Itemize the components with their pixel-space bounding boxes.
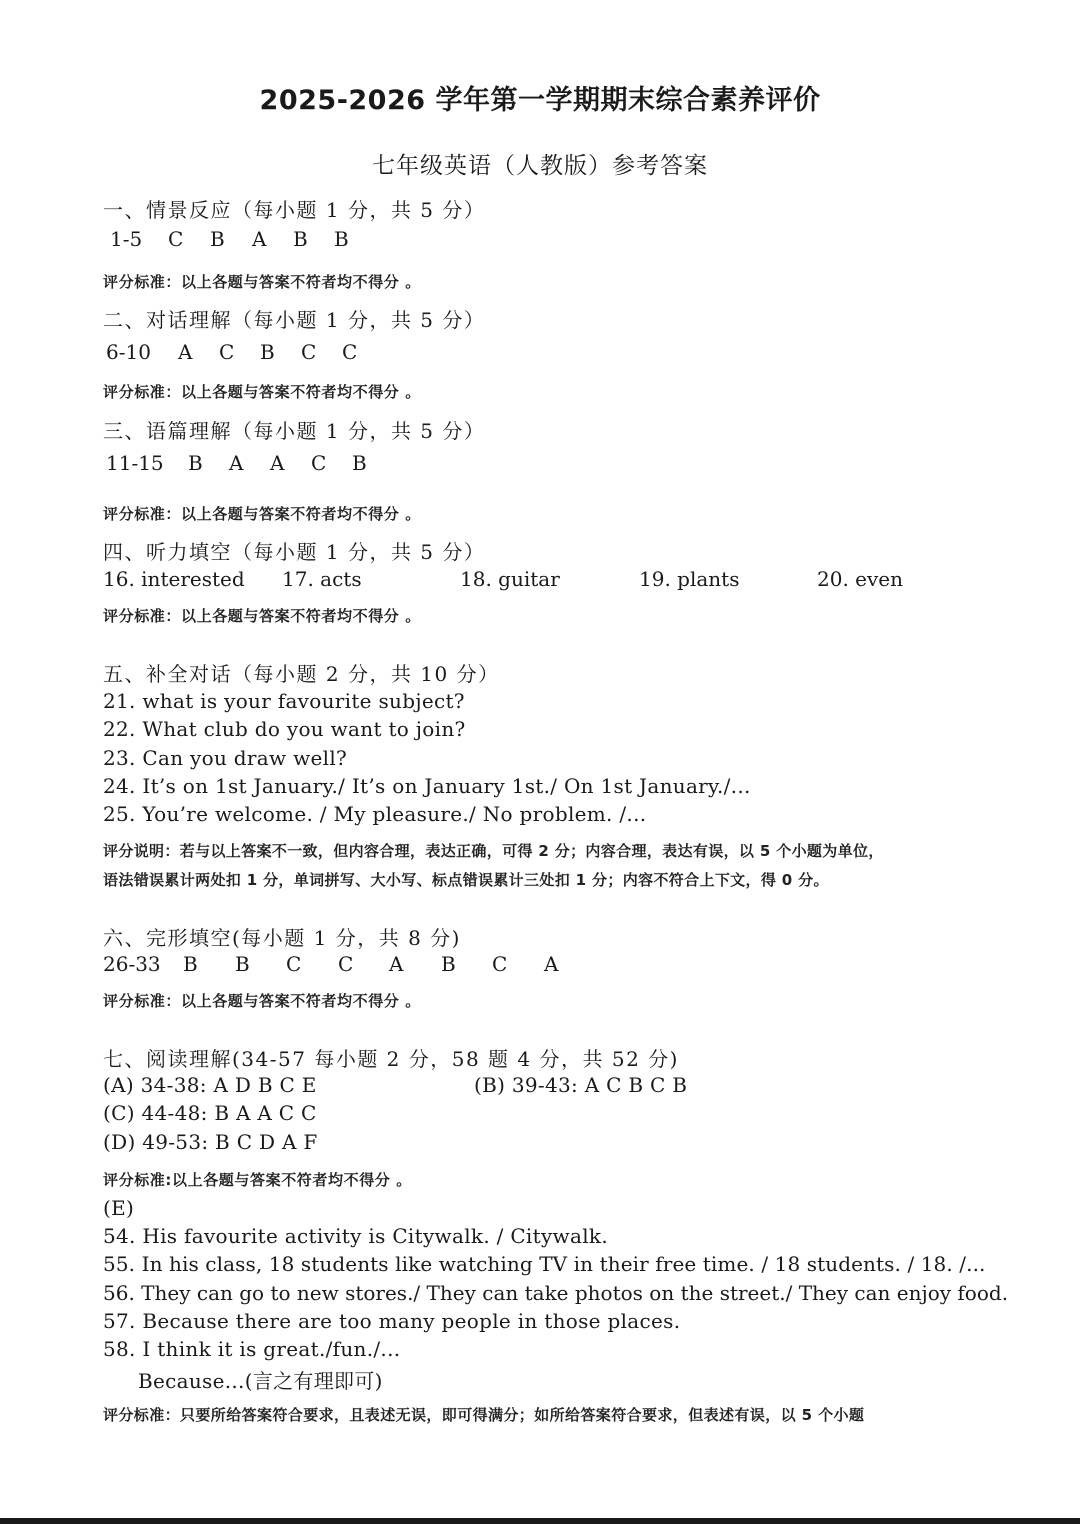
answers-group-b: (B) 39-43: A C B C B — [474, 1073, 688, 1097]
answer: B — [260, 340, 275, 364]
answer: C — [492, 952, 508, 976]
section-6-answers — [103, 952, 558, 976]
answer-58: 58. I think it is great./fun./... — [103, 1337, 401, 1361]
answer: B — [183, 952, 198, 976]
answer: A — [252, 227, 267, 251]
answer-56: 56. They can go to new stores./ They can take photos on the street./ They can enjoy food. — [103, 1281, 1009, 1305]
scoring-explanation-line-2: 语法错误累计两处扣 1 分，单词拼写、大小写、标点错误累计三处扣 1 分；内容不符合上下文，得 0 分。 — [103, 871, 829, 889]
grading-note-2: 评分标准：以上各题与答案不符者均不得分 。 — [103, 383, 421, 401]
answer: A — [270, 451, 285, 475]
section-6-heading: 六、完形填空(每小题 1 分，共 8 分) — [103, 926, 461, 950]
answer-range: 1-5 — [110, 227, 143, 251]
grading-note-1: 评分标准：以上各题与答案不符者均不得分 。 — [103, 273, 421, 291]
answers-group-d: (D) 49-53: B C D A F — [103, 1130, 318, 1154]
answer-24: 24. It’s on 1st January./ It’s on January 1st./ On 1st January./... — [103, 774, 751, 798]
answer-16: 16. interested — [103, 567, 245, 591]
answer: B — [235, 952, 250, 976]
answer: C — [311, 451, 327, 475]
section-5-heading: 五、补全对话（每小题 2 分，共 10 分） — [103, 662, 500, 686]
answer-23: 23. Can you draw well? — [103, 746, 348, 770]
section-2-answers — [106, 340, 357, 364]
answer-18: 18. guitar — [460, 567, 560, 591]
answer: B — [334, 227, 349, 251]
answer: B — [352, 451, 367, 475]
answer-20: 20. even — [817, 567, 904, 591]
answer: B — [188, 451, 203, 475]
grading-note-6: 评分标准：以上各题与答案不符者均不得分 。 — [103, 992, 421, 1010]
answer-58-reason: Because...(言之有理即可) — [138, 1369, 383, 1393]
grading-note-final: 评分标准：只要所给答案符合要求，且表述无误，即可得满分；如所给答案符合要求，但表述有误，以 5 个小题 — [103, 1406, 865, 1424]
scoring-explanation-line-1: 评分说明：若与以上答案不一致，但内容合理，表达正确，可得 2 分；内容合理，表达有误，以 5 个小题为单位， — [103, 842, 884, 860]
grading-note-3: 评分标准：以上各题与答案不符者均不得分 。 — [103, 505, 421, 523]
answer: C — [286, 952, 302, 976]
bottom-edge-bar — [0, 1518, 1080, 1524]
answer-21: 21. what is your favourite subject? — [103, 689, 465, 713]
answer-54: 54. His favourite activity is Citywalk. / Citywalk. — [103, 1224, 608, 1248]
section-4-heading: 四、听力填空（每小题 1 分，共 5 分） — [103, 540, 486, 564]
answer-range: 11-15 — [106, 451, 164, 475]
answer: C — [338, 952, 354, 976]
answer-17: 17. acts — [282, 567, 362, 591]
section-3-heading: 三、语篇理解（每小题 1 分，共 5 分） — [103, 419, 486, 443]
answers-group-a: (A) 34-38: A D B C E — [103, 1073, 317, 1097]
answer: A — [544, 952, 559, 976]
page-title: 2025-2026 学年第一学期期末综合素养评价 — [259, 85, 821, 116]
answer-25: 25. You’re welcome. / My pleasure./ No problem. /... — [103, 802, 647, 826]
answer: B — [293, 227, 308, 251]
answer: C — [168, 227, 184, 251]
grading-note-7: 评分标准:以上各题与答案不符者均不得分 。 — [103, 1171, 412, 1189]
grading-note-4: 评分标准：以上各题与答案不符者均不得分 。 — [103, 607, 421, 625]
answer: C — [342, 340, 358, 364]
section-1-answers — [110, 227, 349, 251]
answer: B — [441, 952, 456, 976]
answer: A — [178, 340, 193, 364]
section-1-heading: 一、情景反应（每小题 1 分，共 5 分） — [103, 198, 486, 222]
section-3-answers — [106, 451, 367, 475]
answer: C — [219, 340, 235, 364]
answers-group-e-label: (E) — [103, 1196, 135, 1220]
answer-range: 26-33 — [103, 952, 161, 976]
answer: B — [210, 227, 225, 251]
answers-group-c: (C) 44-48: B A A C C — [103, 1101, 317, 1125]
answer-range: 6-10 — [106, 340, 151, 364]
answer: A — [389, 952, 404, 976]
answer-55: 55. In his class, 18 students like watching TV in their free time. / 18 students. / 18. /... — [103, 1252, 986, 1276]
answer-22: 22. What club do you want to join? — [103, 717, 466, 741]
answer: C — [301, 340, 317, 364]
page-subtitle: 七年级英语（人教版）参考答案 — [372, 153, 708, 179]
answer: A — [229, 451, 244, 475]
answer-19: 19. plants — [639, 567, 740, 591]
answer-57: 57. Because there are too many people in those places. — [103, 1309, 681, 1333]
section-7-heading: 七、阅读理解(34-57 每小题 2 分，58 题 4 分，共 52 分) — [103, 1047, 679, 1071]
section-2-heading: 二、对话理解（每小题 1 分，共 5 分） — [103, 308, 486, 332]
